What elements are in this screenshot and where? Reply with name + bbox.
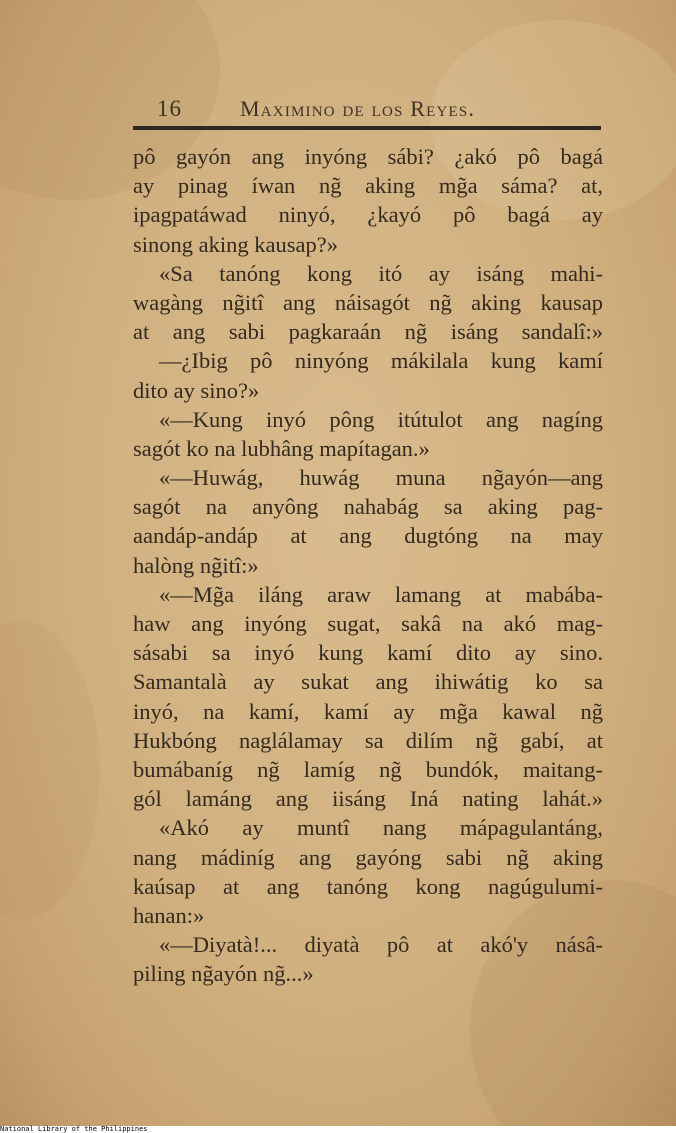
text-line: halòng ng̃itî:» xyxy=(133,552,259,578)
text-line: Samantalà ay sukat ang ihiwátig ko sa xyxy=(133,669,603,695)
text-line: sagót na anyông nahabág sa aking pag- xyxy=(133,494,603,520)
text-line: «Akó ay muntî nang mápagulantáng, xyxy=(159,815,603,841)
text-line: sagót ko na lubhâng mapítagan.» xyxy=(133,435,430,461)
text-line: dito ay sino?» xyxy=(133,377,260,403)
text-line: piling ng̃ayón ng̃...» xyxy=(133,961,314,987)
text-line: sinong aking kausap?» xyxy=(133,231,338,257)
text-line: pô gayón ang inyóng sábi? ¿akó pô bagá xyxy=(133,144,603,169)
running-head xyxy=(133,94,601,124)
text-line: aandáp-andáp at ang dugtóng na may xyxy=(133,523,603,549)
body-text xyxy=(133,142,603,988)
text-line: ay pinag íwan ng̃ aking mg̃a sáma? at, xyxy=(133,173,603,199)
text-line: «—Kung inyó pông itútulot ang nagíng xyxy=(159,406,603,432)
text-line: nang mádiníg ang gayóng sabi ng̃ aking xyxy=(133,844,603,870)
text-line: Hukbóng naglálamay sa dilím ng̃ gabí, at xyxy=(133,727,603,753)
text-line: inyó, na kamí, kamí ay mg̃a kawal ng̃ xyxy=(133,698,603,724)
text-line: kaúsap at ang tanóng kong nagúgulumi- xyxy=(133,873,603,899)
paper-stain xyxy=(0,620,100,920)
text-line: gól lamáng ang iisáng Iná nating lahát.» xyxy=(133,786,603,812)
text-line: sásabi sa inyó kung kamí dito ay sino. xyxy=(133,640,603,666)
running-title: Maximino de los Reyes. xyxy=(240,96,476,121)
text-line: bumábaníg ng̃ lamíg ng̃ bundók, maitang- xyxy=(133,756,603,782)
text-line: «Sa tanóng kong itó ay isáng mahi- xyxy=(159,260,603,286)
header-rule xyxy=(133,126,601,130)
text-line: —¿Ibig pô ninyóng mákilala kung kamí xyxy=(159,348,603,374)
text-line: wagàng ng̃itî ang náisagót ng̃ aking kausap xyxy=(133,289,603,315)
text-line: «—Mg̃a iláng araw lamang at mabába- xyxy=(159,581,603,607)
text-line: ipagpatáwad ninyó, ¿kayó pô bagá ay xyxy=(133,202,603,228)
text-line: at ang sabi pagkaraán ng̃ isáng sandalî:» xyxy=(133,319,603,345)
text-line: hanan:» xyxy=(133,902,205,928)
page-number: 16 xyxy=(157,96,182,121)
library-attribution: National Library of the Philippines xyxy=(0,1125,148,1133)
text-line: haw ang inyóng sugat, sakâ na akó mag- xyxy=(133,611,603,636)
text-line: «—Diyatà!... diyatà pô at akó'y násâ- xyxy=(159,932,603,958)
text-line: «—Huwág, huwág muna ng̃ayón—ang xyxy=(159,465,603,491)
